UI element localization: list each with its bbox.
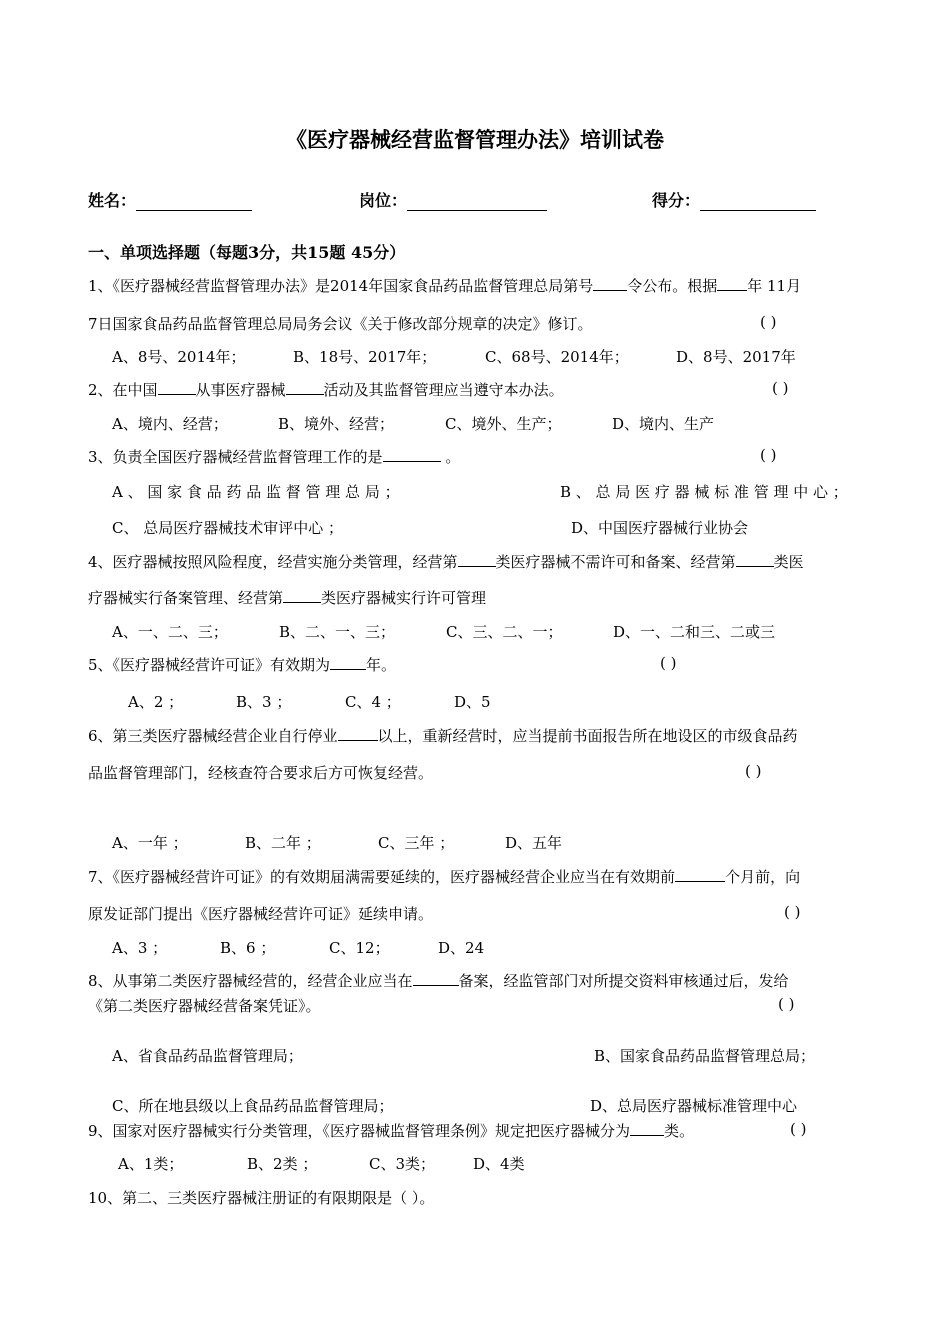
option-2b[interactable]: B、境外、经营； [278,415,395,433]
option-9c[interactable]: C、3类； [369,1155,436,1173]
question-6-line-2: 品监督管理部门，经核查符合要求后方可恢复经营。 [88,764,434,782]
question-8-line-1: 8、从事第二类医疗器械经营的，经营企业应当在 备案，经监管部门对所提交资料审核通过后，发给 [88,972,789,990]
option-5d[interactable]: D、5 [454,693,491,711]
option-2c[interactable]: C、境外、生产； [445,415,562,433]
option-9d[interactable]: D、4类 [473,1155,525,1173]
option-5c[interactable]: C、4 ； [345,693,401,711]
question-1-line-2: 7日国家食品药品监督管理总局局务会议《关于修改部分规章的决定》修订。 [88,315,593,333]
option-9a[interactable]: A、1类； [118,1155,184,1173]
option-1d[interactable]: D、8号、2017年 [676,348,796,366]
name-blank[interactable] [136,194,252,211]
option-1c[interactable]: C、68号、2014年； [485,348,629,366]
name-field[interactable] [88,188,252,211]
option-9b[interactable]: B、2类 ； [247,1155,318,1173]
question-2: 2、在中国 从事医疗器械 活动及其监督管理应当遵守本办法。 [88,381,564,399]
option-4c[interactable]: C、三、二、一； [446,623,563,641]
section-heading: 一、单项选择题（每题3分，共15题 45分） [88,243,406,262]
option-7a[interactable]: A、3 ； [112,939,168,957]
answer-bracket-1[interactable]: ( ) [760,313,777,331]
name-label: 姓名： [88,191,137,210]
option-3c[interactable]: C、 总局医疗器械技术审评中心 ； [112,519,344,537]
option-6c[interactable]: C、三年 ； [378,834,455,852]
question-10: 10、第二、三类医疗器械注册证的有限期限是（ ）。 [88,1189,435,1207]
page-title: 《医疗器械经营监督管理办法》培训试卷 [286,127,664,152]
post-field[interactable] [359,188,547,211]
question-4-line-2: 疗器械实行备案管理、经营第 类医疗器械实行许可管理 [88,589,487,607]
option-8b[interactable]: B、国家食品药品监督管理总局； [594,1047,816,1065]
option-5b[interactable]: B、3 ； [236,693,292,711]
answer-bracket-8[interactable]: ( ) [778,995,795,1013]
post-blank[interactable] [407,194,547,211]
question-9: 9、国家对医疗器械实行分类管理，《医疗器械监督管理条例》规定把医疗器械分为 类。 [88,1122,695,1140]
option-6b[interactable]: B、二年 ； [245,834,321,852]
question-7-line-2: 原发证部门提出《医疗器械经营许可证》延续申请。 [88,905,434,923]
option-2a[interactable]: A、境内、经营； [112,415,228,433]
option-6a[interactable]: A、一年 ； [112,834,188,852]
score-blank[interactable] [700,194,816,211]
option-6d[interactable]: D、五年 [505,834,563,852]
answer-bracket-7[interactable]: ( ) [784,903,801,921]
option-5a[interactable]: A、2 ； [128,693,184,711]
option-4d[interactable]: D、一、二和三、二或三 [613,623,776,641]
option-3a[interactable]: A 、 国 家 食 品 药 品 监 督 管 理 总 局 ； [112,483,400,501]
answer-bracket-9[interactable]: ( ) [790,1120,807,1138]
question-7-line-1: 7、《医疗器械经营许可证》的有效期届满需要延续的，医疗器械经营企业应当在有效期前 个月前，向 [88,868,801,886]
option-7d[interactable]: D、24 [438,939,485,957]
question-4-line-1: 4、医疗器械按照风险程度，经营实施分类管理，经营第 类医疗器械不需许可和备案、经营第 类医 [88,553,804,571]
option-1a[interactable]: A、8号、2014年； [112,348,246,366]
answer-bracket-2[interactable]: ( ) [772,379,789,397]
question-1-line-1: 1、《医疗器械经营监督管理办法》是2014年国家食品药品监督管理总局第号 令公布。根据 年 11月 [88,277,802,295]
option-4b[interactable]: B、二、一、三； [279,623,396,641]
answer-bracket-3[interactable]: ( ) [760,446,777,464]
score-field[interactable] [652,188,816,211]
option-4a[interactable]: A、一、二、三； [112,623,228,641]
question-8-line-2: 《第二类医疗器械经营备案凭证》。 [88,997,321,1015]
option-1b[interactable]: B、18号、2017年； [293,348,437,366]
option-7c[interactable]: C、12； [329,939,390,957]
option-3b[interactable]: B 、 总 局 医 疗 器 械 标 准 管 理 中 心 ； [560,483,848,501]
option-8c[interactable]: C、所在地县级以上食品药品监督管理局； [112,1097,394,1115]
option-3d[interactable]: D、中国医疗器械行业协会 [571,519,749,537]
question-5: 5、《医疗器械经营许可证》有效期为 年。 [88,656,397,674]
option-2d[interactable]: D、境内、生产 [612,415,715,433]
score-label: 得分： [652,191,701,210]
answer-bracket-6[interactable]: ( ) [745,762,762,780]
answer-bracket-5[interactable]: ( ) [660,654,677,672]
question-6-line-1: 6、第三类医疗器械经营企业自行停业 以上，重新经营时，应当提前书面报告所在地设区的市级食品药 [88,727,798,745]
option-8a[interactable]: A、省食品药品监督管理局； [112,1047,303,1065]
option-8d[interactable]: D、总局医疗器械标准管理中心 [590,1097,798,1115]
option-7b[interactable]: B、6 ； [220,939,276,957]
question-3: 3、负责全国医疗器械经营监督管理工作的是 。 [88,448,461,466]
post-label: 岗位： [359,191,408,210]
